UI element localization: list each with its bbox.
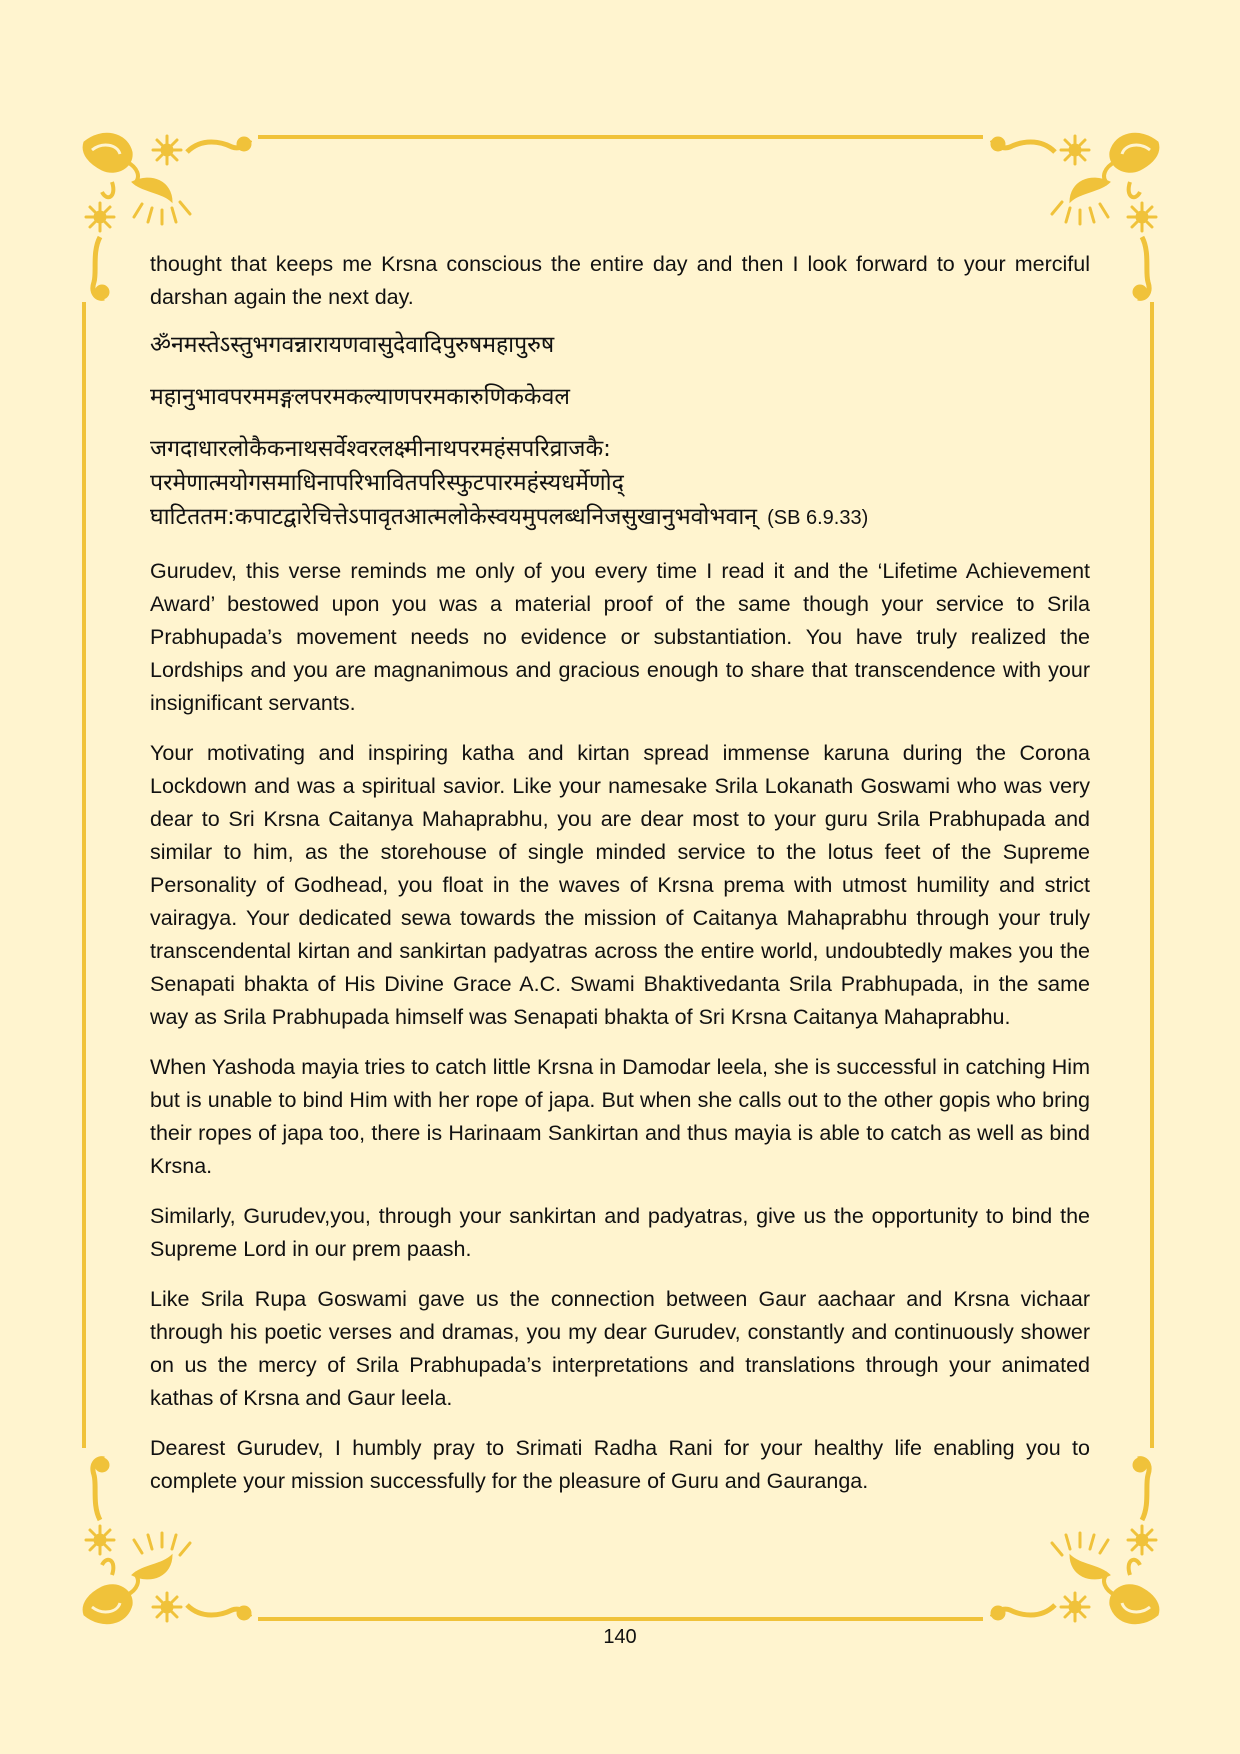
paragraph-5: Like Srila Rupa Goswami gave us the connection between Gaur aachaar and Krsna vichaar through his poetic verses and dramas, you my dear Gurudev, constantly and continuously shower on us the mercy of Srila Prabhupada’s interpretations and translations through your animated kathas of Krsna and Gaur leela. [150, 1287, 1090, 1410]
frame-top-line [258, 135, 983, 139]
frame-bottom-line [258, 1617, 983, 1621]
page-number: 140 [603, 1626, 637, 1648]
frame-right-line [1150, 302, 1154, 1448]
verse-line-5-wrapper [150, 500, 1090, 535]
verse-reference: (SB 6.9.33) [767, 507, 869, 529]
verse-line-2: महानुभावपरममङ्गलपरमकल्याणपरमकारुणिककेवल [150, 384, 570, 410]
paragraph-2: Your motivating and inspiring katha and kirtan spread immense karuna during the Corona Lockdown and was a spiritual savior. Like your namesake Srila Lokanath Goswami who was very dear to Sri Krsna Caitanya Mahaprabhu, you are dear most to your guru Srila Prabhupada and similar to him, as the storehouse of single minded service to the lotus feet of the Supreme Personality of Godhead, you float in the waves of Krsna prema with utmost humility and strict vairagya. Your dedicated sewa towards the mission of Caitanya Mahaprabhu through your truly transcendental kirtan and sankirtan padyatras across the entire world, undoubtedly makes you the Senapati bhakta of His Divine Grace A.C. Swami Bhaktivedanta Srila Prabhupada, in the same way as Srila Prabhupada himself was Senapati bhakta of Sri Krsna Caitanya Mahaprabhu. [150, 741, 1090, 1029]
verse-line-4: परमेणात्मयोगसमाधिनापरिभावितपरिस्फुटपारमहंस्यधर्मेणोद् [150, 470, 624, 496]
verse-line-5: घाटिततम:कपाटद्वारेचित्तेऽपावृतआत्मलोकेस्वयमुपलब्धनिजसुखानुभवोभवान् [150, 504, 758, 530]
verse-block [150, 432, 1090, 535]
intro-paragraph: thought that keeps me Krsna conscious the entire day and then I look forward to your merciful darshan again the next day. [150, 252, 1090, 309]
paragraph-3: When Yashoda mayia tries to catch little Krsna in Damodar leela, she is successful in catching Him but is unable to bind Him with her rope of japa. But when she calls out to the other gopis who bring their ropes of japa too, there is Harinaam Sankirtan and thus mayia is able to catch as well as bind Krsna. [150, 1055, 1090, 1178]
verse-line-1: ॐनमस्तेऽस्तुभगवन्नारायणवासुदेवादिपुरुषमहापुरुष [150, 332, 555, 358]
paragraph-1: Gurudev, this verse reminds me only of you every time I read it and the ‘Lifetime Achievement Award’ bestowed upon you was a material proof of the same though your service to Srila Prabhupada’s movement needs no evidence or substantiation. You have truly realized the Lordships and you are magnanimous and gracious enough to share that transcendence with your insignificant servants. [150, 559, 1090, 715]
paragraph-4: Similarly, Gurudev,you, through your sankirtan and padyatras, give us the opportunity to bind the Supreme Lord in our prem paash. [150, 1204, 1090, 1261]
verse-line-3: जगदाधारलोकैकनाथसर्वेश्वरलक्ष्मीनाथपरमहंसपरिव्राजकै: [150, 436, 611, 462]
paragraph-6: Dearest Gurudev, I humbly pray to Srimati Radha Rani for your healthy life enabling you to complete your mission successfully for the pleasure of Guru and Gauranga. [150, 1436, 1090, 1493]
page-content [150, 248, 1090, 1515]
frame-left-line [82, 302, 86, 1448]
